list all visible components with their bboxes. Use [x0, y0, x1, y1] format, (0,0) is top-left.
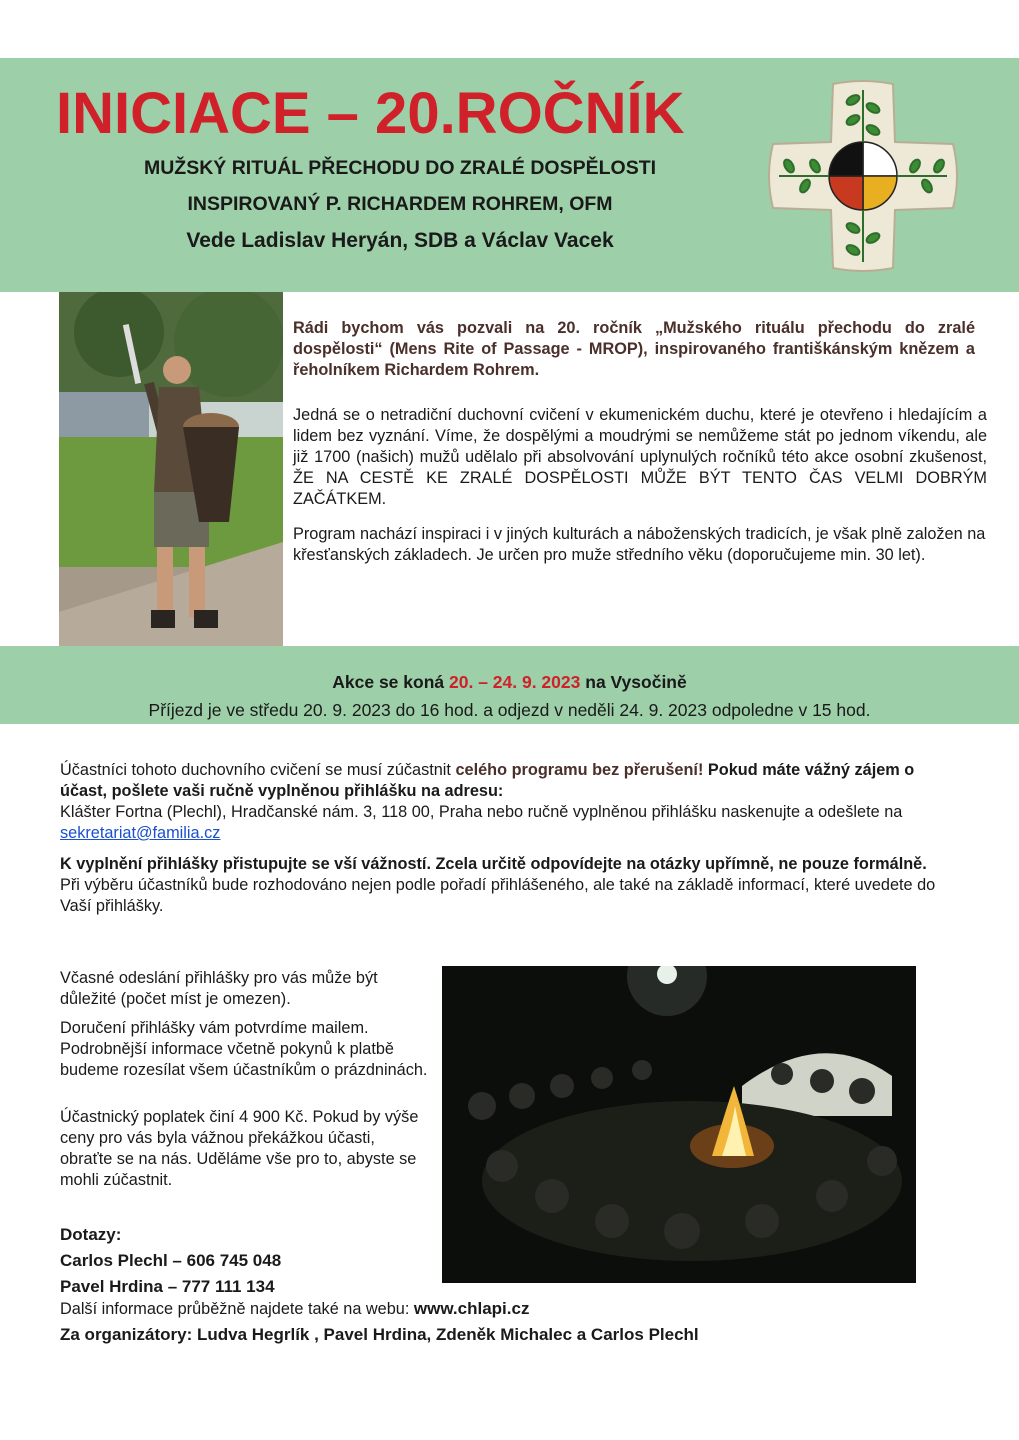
registration-start: Účastníci tohoto duchovního cvičení se musí zúčastnit — [60, 761, 451, 779]
contact-carlos: Carlos Plechl – 606 745 048 — [60, 1251, 282, 1270]
campfire-photo — [442, 966, 916, 1283]
event-dates: 20. – 24. 9. 2023 — [449, 672, 581, 692]
registration-emphasis: celého programu bez přerušení! — [455, 761, 704, 779]
page-title: INICIACE – 20.ROČNÍK — [56, 81, 685, 146]
drummer-photo — [59, 292, 283, 646]
seriousness-paragraph — [60, 854, 940, 917]
registration-bold: Pokud máte vážný zájem o účast, pošlete vaši ručně vyplněnou přihlášku na adresu: — [60, 761, 915, 800]
registration-address: Klášter Fortna (Plechl), Hradčanské nám. 3, 118 00, Praha nebo ručně vyplněnou přihlášku naskenujte a odešlete na — [60, 803, 903, 821]
seriousness-rest: Při výběru účastníků bude rozhodováno nejen podle pořadí přihlášeného, ale také na základě informací, které uvedete do Vaší přihlášky. — [60, 876, 936, 915]
confirmation-text: Doručení přihlášky vám potvrdíme mailem. Podrobnější informace včetně pokynů k platbě budeme rozesílat všem účastníkům o prázdninách. — [60, 1019, 428, 1079]
early-registration-text: Včasné odeslání přihlášky pro vás může být důležité (počet míst je omezen). — [60, 969, 378, 1008]
arrival-info: Příjezd je ve středu 20. 9. 2023 do 16 hod. a odjezd v neděli 24. 9. 2023 odpoledne v 15 hod. — [148, 700, 871, 720]
contact-pavel: Pavel Hrdina – 777 111 134 — [60, 1277, 275, 1296]
program-paragraph: Program nachází inspiraci i v jiných kulturách a náboženských tradicích, je však plně založen na křesťanských základech. Je určen pro muže středního věku (doporučujeme min. 30 let). — [293, 525, 986, 564]
organizers-line: Za organizátory: Ludva Hegrlík , Pavel Hrdina, Zdeněk Michalec a Carlos Plechl — [60, 1325, 699, 1344]
cross-logo — [765, 78, 961, 274]
web-info-line — [60, 1299, 960, 1319]
event-dates-line — [0, 672, 1019, 693]
email-link[interactable]: sekretariat@familia.cz — [60, 824, 221, 842]
contacts-block — [60, 1222, 440, 1300]
web-info-text: Další informace průběžně najdete také na webu: — [60, 1300, 410, 1318]
subtitle-ritual: MUŽSKÝ RITUÁL PŘECHODU DO ZRALÉ DOSPĚLOSTI — [143, 157, 657, 179]
fee-text: Účastnický poplatek činí 4 900 Kč. Pokud by výše ceny pro vás byla vážnou překážkou účasti, obraťte se na nás. Uděláme vše pro to, abyste se mohli zúčastnit. — [60, 1108, 419, 1189]
web-url-link[interactable]: www.chlapi.cz — [413, 1299, 530, 1318]
registration-paragraph — [60, 760, 940, 844]
medicine-wheel-icon — [829, 142, 897, 210]
event-place: na Vysočině — [585, 672, 687, 692]
description-paragraph: Jedná se o netradiční duchovní cvičení v ekumenickém duchu, které je otevřeno i hledajícím a lidem bez vyznání. Víme, že dospělými a moudrými se nemůžeme stát po jednom víkendu, ale již 1700 (našich) mužů udělalo při absolvování uplynulých ročníků této akce osobní zkušenost, ŽE NA CESTĚ KE ZRALÉ DOSPĚLOSTI MŮŽE BÝT TENTO ČAS VELMI DOBRÝM ZAČÁTKEM. — [293, 406, 987, 508]
subtitle-leaders: Vede Ladislav Heryán, SDB a Václav Vacek — [186, 229, 614, 252]
subtitle-inspired: INSPIROVANÝ P. RICHARDEM ROHREM, OFM — [187, 193, 613, 215]
seriousness-bold: K vyplnění přihlášky přistupujte se vší vážností. Zcela určitě odpovídejte na otázky upřímně, ne pouze formálně. — [60, 855, 927, 873]
contacts-heading: Dotazy: — [60, 1225, 122, 1244]
event-prefix: Akce se koná — [332, 672, 445, 692]
invitation-text: Rádi bychom vás pozvali na 20. ročník „Mužského rituálu přechodu do zralé dospělosti“ (Mens Rite of Passage - MROP), inspirovaného františkánským knězem a řeholníkem Richardem Rohrem. — [293, 319, 975, 379]
